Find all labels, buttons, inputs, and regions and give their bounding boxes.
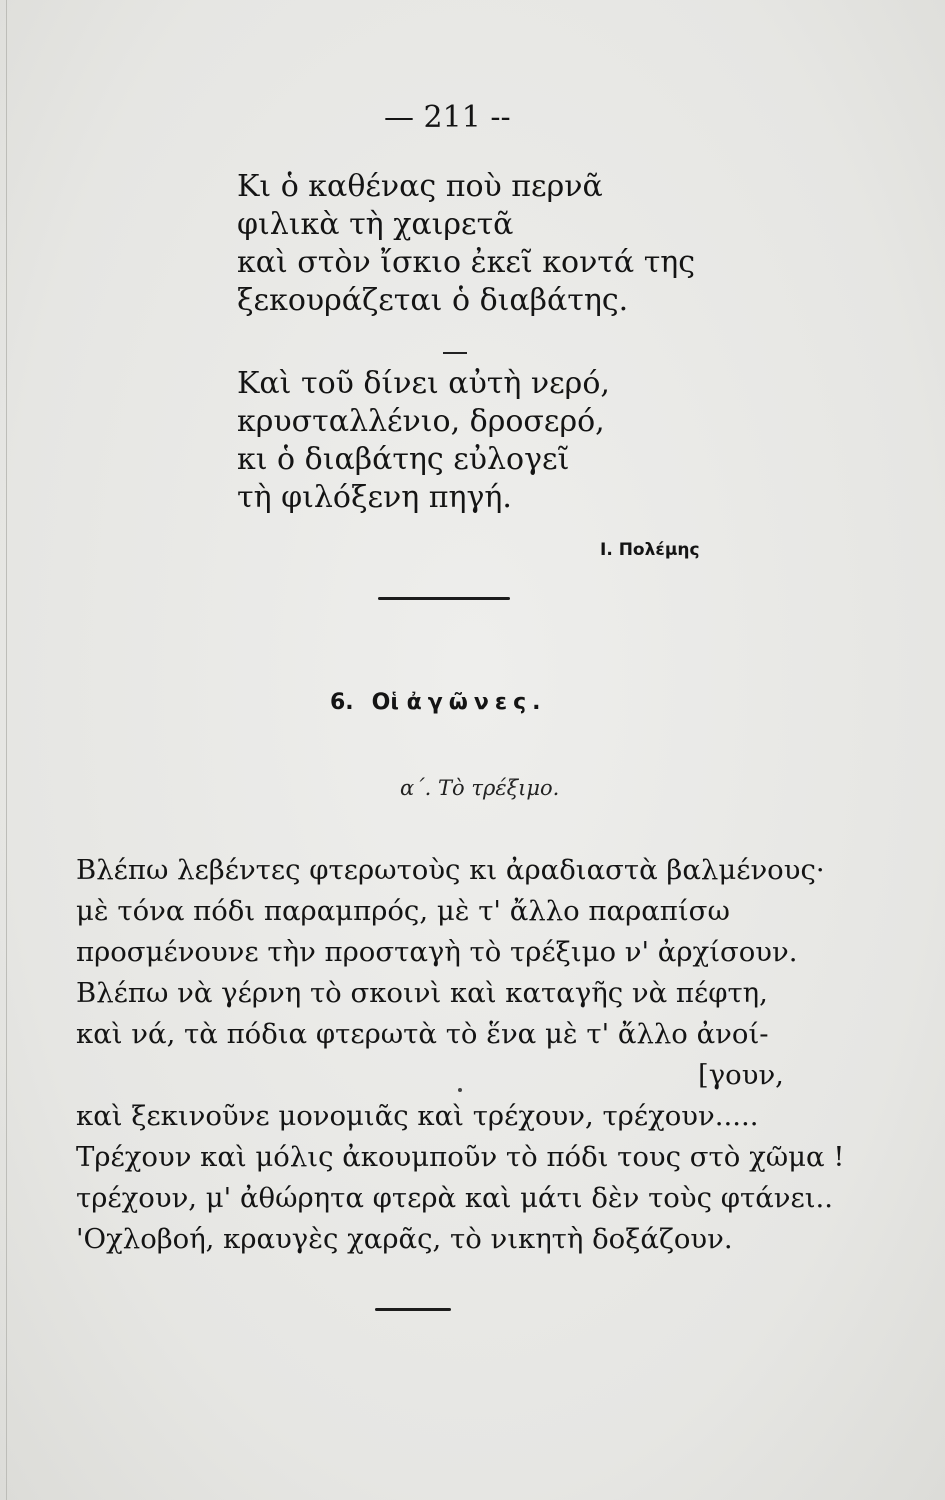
page-number: — 211 -- [384,100,511,135]
prose-line: καὶ νά, τὰ πόδια φτερωτὰ τὸ ἕνα μὲ τ' ἄλλο ἀνοί- [76,1018,769,1050]
prose-line: 'Οχλοβοή, κραυγὲς χαρᾶς, τὸ νικητὴ δοξάζουν. [76,1223,733,1255]
page-edge-shadow [6,0,7,1500]
end-ornament-rule [375,1308,451,1311]
prose-line: Βλέπω λεβέντες φτερωτοὺς κι ἀραδιαστὰ βαλμένους· [76,854,825,886]
section-title-word: ἀγῶνες. [406,690,547,715]
section-title-article: Οἱ [371,690,399,715]
prose-line: προσμένουνε τὴν προσταγὴ τὸ τρέξιμο ν' ἀρχίσουν. [76,936,798,968]
poem-line: Καὶ τοῦ δίνει αὐτὴ νερό, [237,366,610,401]
prose-line: μὲ τόνα πόδι παραμπρός, μὲ τ' ἄλλο παραπίσω [76,895,730,927]
prose-line-continuation: [γουν, [698,1059,784,1091]
poem-line: Κι ὁ καθένας ποὺ περνᾶ [237,169,603,204]
poem-line: κι ὁ διαβάτης εὐλογεῖ [237,442,570,477]
prose-line: καὶ ξεκινοῦνε μονομιᾶς καὶ τρέχουν, τρέχουν..... [76,1100,759,1132]
poem-line: τὴ φιλόξενη πηγή. [237,480,512,515]
print-speck [458,1088,462,1092]
prose-line: τρέχουν, μ' ἀθώρητα φτερὰ καὶ μάτι δὲν τοὺς φτάνει.. [76,1182,833,1214]
section-number: 6. [330,690,354,715]
section-subheading: α΄. Τὸ τρέξιμο. [400,776,560,800]
poem-stanza-2 [237,365,610,517]
section-heading [330,690,546,715]
stanza-divider [443,352,467,354]
poem-line: κρυσταλλένιο, δροσερό, [237,404,605,439]
poem-stanza-1 [237,168,695,320]
prose-poem [76,850,845,1260]
poem-author: Ι. Πολέμης [600,540,700,560]
prose-line: Τρέχουν καὶ μόλις ἀκουμποῦν τὸ πόδι τους στὸ χῶμα ! [76,1141,845,1173]
prose-line: Βλέπω νὰ γέρνη τὸ σκοινὶ καὶ καταγῆς νὰ πέφτη, [76,977,768,1009]
poem-line: ξεκουράζεται ὁ διαβάτης. [237,283,629,318]
poem-line: φιλικὰ τὴ χαιρετᾶ [237,207,514,242]
poem-line: καὶ στὸν ἴσκιο ἐκεῖ κοντά της [237,245,696,280]
section-ornament-rule [378,597,510,600]
